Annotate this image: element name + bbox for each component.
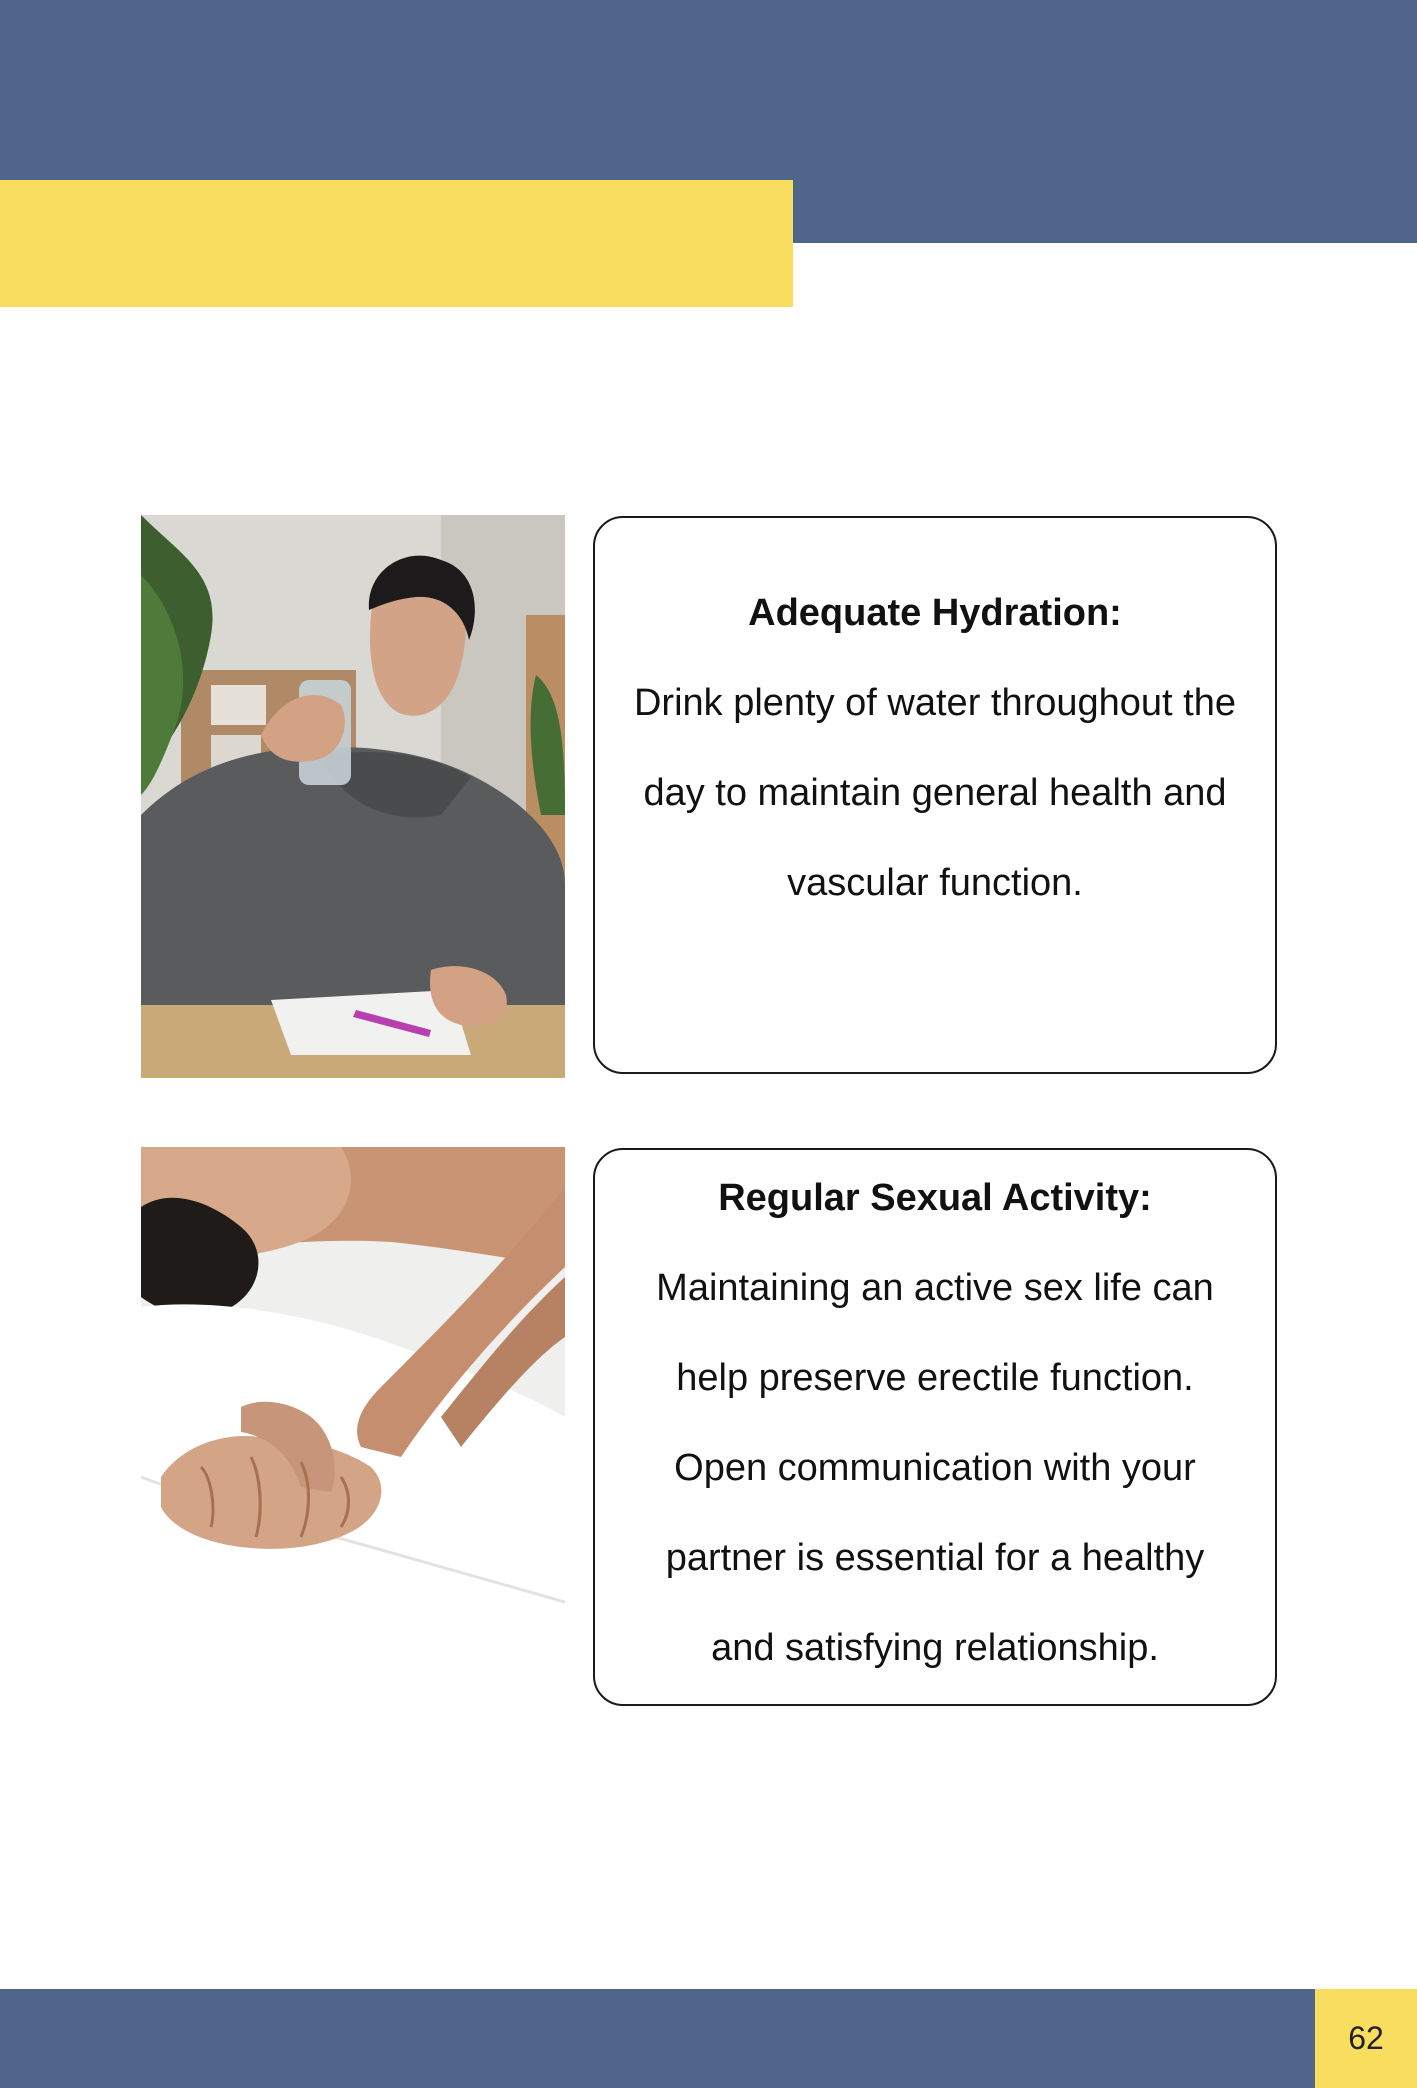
sexual-activity-card bbox=[593, 1148, 1277, 1706]
sexual-activity-line-2: help preserve erectile function. bbox=[676, 1357, 1194, 1399]
hydration-line-2: day to maintain general health and bbox=[643, 772, 1227, 814]
hydration-line-1: Drink plenty of water throughout the bbox=[633, 682, 1236, 724]
sexual-activity-line-4: partner is essential for a healthy bbox=[665, 1537, 1205, 1579]
hydration-line-3: vascular function. bbox=[787, 862, 1083, 904]
hydration-photo bbox=[141, 515, 565, 1078]
sexual-activity-title: Regular Sexual Activity: bbox=[718, 1177, 1152, 1219]
sexual-activity-line-3: Open communication with your bbox=[674, 1447, 1196, 1489]
page-number: 62 bbox=[1315, 1989, 1417, 2088]
hydration-title: Adequate Hydration: bbox=[748, 592, 1122, 634]
header-accent-bar bbox=[0, 180, 793, 307]
hydration-card bbox=[593, 516, 1277, 1074]
sexual-activity-line-5: and satisfying relationship. bbox=[711, 1627, 1159, 1669]
intimacy-photo bbox=[141, 1147, 565, 1710]
sexual-activity-line-1: Maintaining an active sex life can bbox=[656, 1267, 1214, 1309]
footer-band bbox=[0, 1989, 1417, 2088]
